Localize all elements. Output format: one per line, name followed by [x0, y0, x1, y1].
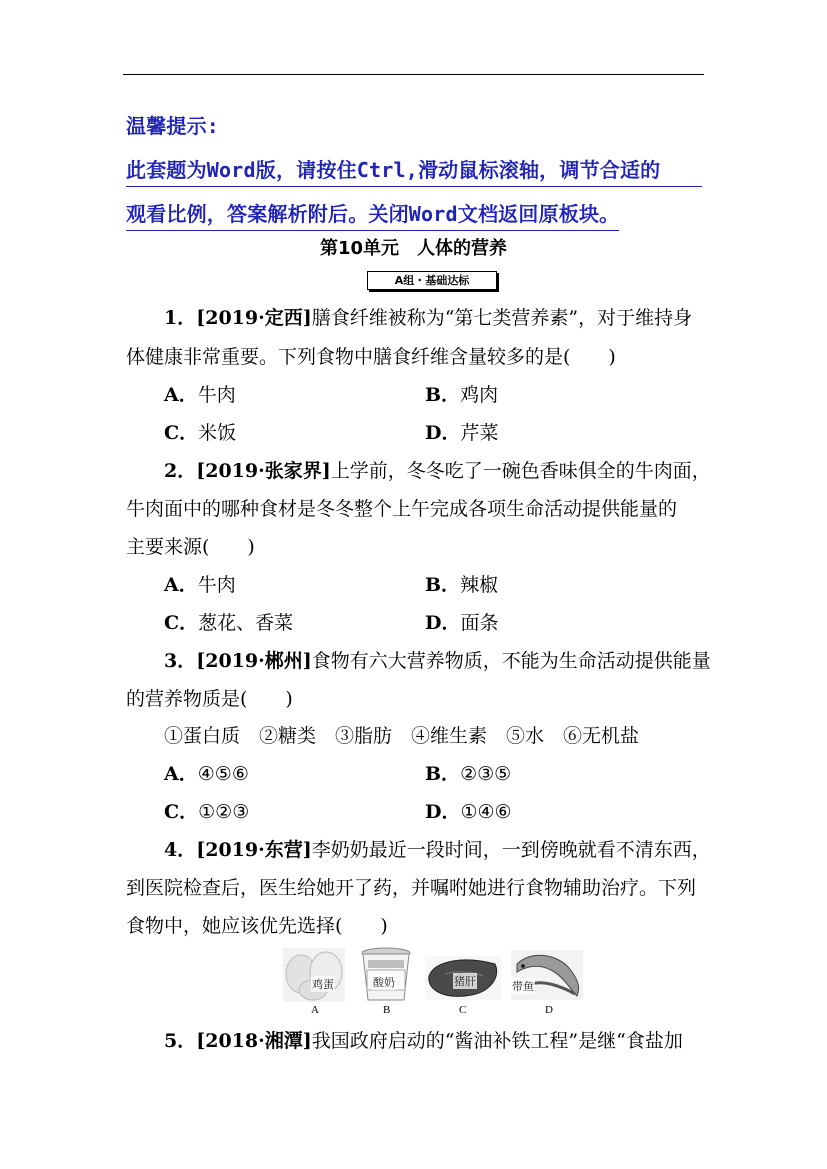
q4-source: [2019·东营] [196, 839, 312, 861]
q2-source: [2019·张家界] [196, 460, 331, 482]
q4-figures [283, 946, 583, 1016]
q2-line-1: 2．[2019·张家界]上学前，冬冬吃了一碗色香味俱全的牛肉面， [164, 460, 711, 482]
figure-ribbonfish[interactable] [511, 946, 583, 1016]
figure-label-d: D [545, 1004, 553, 1016]
q3-line-1: 3．[2019·郴州]食物有六大营养物质，不能为生命活动提供能量 [164, 650, 711, 672]
q1-option-c[interactable]: C．米饭 [164, 422, 237, 444]
figure-eggs[interactable] [283, 946, 345, 1016]
q3-option-a[interactable]: A．④⑤⑥ [164, 763, 249, 785]
figure-label-a: A [311, 1004, 319, 1016]
q4-line-3: 食物中，她应该优先选择( ) [126, 915, 388, 937]
q1-stem-1: 膳食纤维被称为“第七类营养素”，对于维持身 [311, 307, 693, 329]
q3-source: [2019·郴州] [196, 650, 312, 672]
q2-line-2: 牛肉面中的哪种食材是冬冬整个上午完成各项生命活动提供能量的 [126, 498, 678, 520]
header-rule [123, 74, 704, 75]
q4-line-2: 到医院检查后，医生给她开了药，并嘱咐她进行食物辅助治疗。下列 [126, 877, 697, 899]
q3-option-b[interactable]: B．②③⑤ [425, 763, 512, 785]
q2-line-3: 主要来源( ) [126, 536, 255, 558]
q1-line-2: 体健康非常重要。下列食物中膳食纤维含量较多的是( ) [126, 346, 616, 368]
group-badge: A组・基础达标 [367, 271, 497, 290]
figure-tag-d: 带鱼 [512, 980, 534, 993]
figure-label-c: C [459, 1004, 467, 1016]
q1-option-a[interactable]: A．牛肉 [164, 384, 236, 406]
q1-option-b[interactable]: B．鸡肉 [425, 384, 499, 406]
q3-option-d[interactable]: D．①④⑥ [425, 801, 512, 823]
q2-option-d[interactable]: D．面条 [425, 612, 499, 634]
unit-title: 第10单元 人体的营养 [319, 238, 508, 259]
tip-line-2[interactable]: 观看比例，答案解析附后。关闭Word文档返回原板块。 [126, 198, 619, 231]
tip-line-1[interactable]: 此套题为Word版，请按住Ctrl,滑动鼠标滚轴，调节合适的 [126, 154, 702, 187]
figure-tag-b: 酸奶 [373, 976, 395, 989]
q1-option-d[interactable]: D．芹菜 [425, 422, 499, 444]
q2-option-a[interactable]: A．牛肉 [164, 574, 236, 596]
q5-source: [2018·湘潭] [196, 1030, 312, 1052]
tip-title: 温馨提示: [126, 114, 220, 138]
q2-option-c[interactable]: C．葱花、香菜 [164, 612, 294, 634]
q4-line-1: 4．[2019·东营]李奶奶最近一段时间，一到傍晚就看不清东西， [164, 839, 711, 861]
figure-tag-c: 猪肝 [454, 975, 476, 988]
figure-tag-a: 鸡蛋 [312, 978, 334, 991]
figure-label-b: B [383, 1004, 391, 1016]
q1-line-1 [164, 306, 692, 330]
ribbonfish-image [511, 946, 583, 1004]
eggs-image [283, 946, 345, 1004]
q1-number: 1． [164, 307, 197, 329]
q5-line-1: 5．[2018·湘潭]我国政府启动的“酱油补铁工程”是继“食盐加 [164, 1030, 683, 1052]
figure-pig-liver[interactable] [425, 946, 501, 1016]
q3-line-2: 的营养物质是( ) [126, 688, 293, 710]
q3-option-c[interactable]: C．①②③ [164, 801, 250, 823]
q1-source: [2019·定西] [196, 307, 312, 329]
q2-option-b[interactable]: B．辣椒 [425, 574, 499, 596]
figure-yogurt[interactable] [358, 946, 414, 1016]
q3-items: ①蛋白质 ②糖类 ③脂肪 ④维生素 ⑤水 ⑥无机盐 [164, 725, 640, 747]
